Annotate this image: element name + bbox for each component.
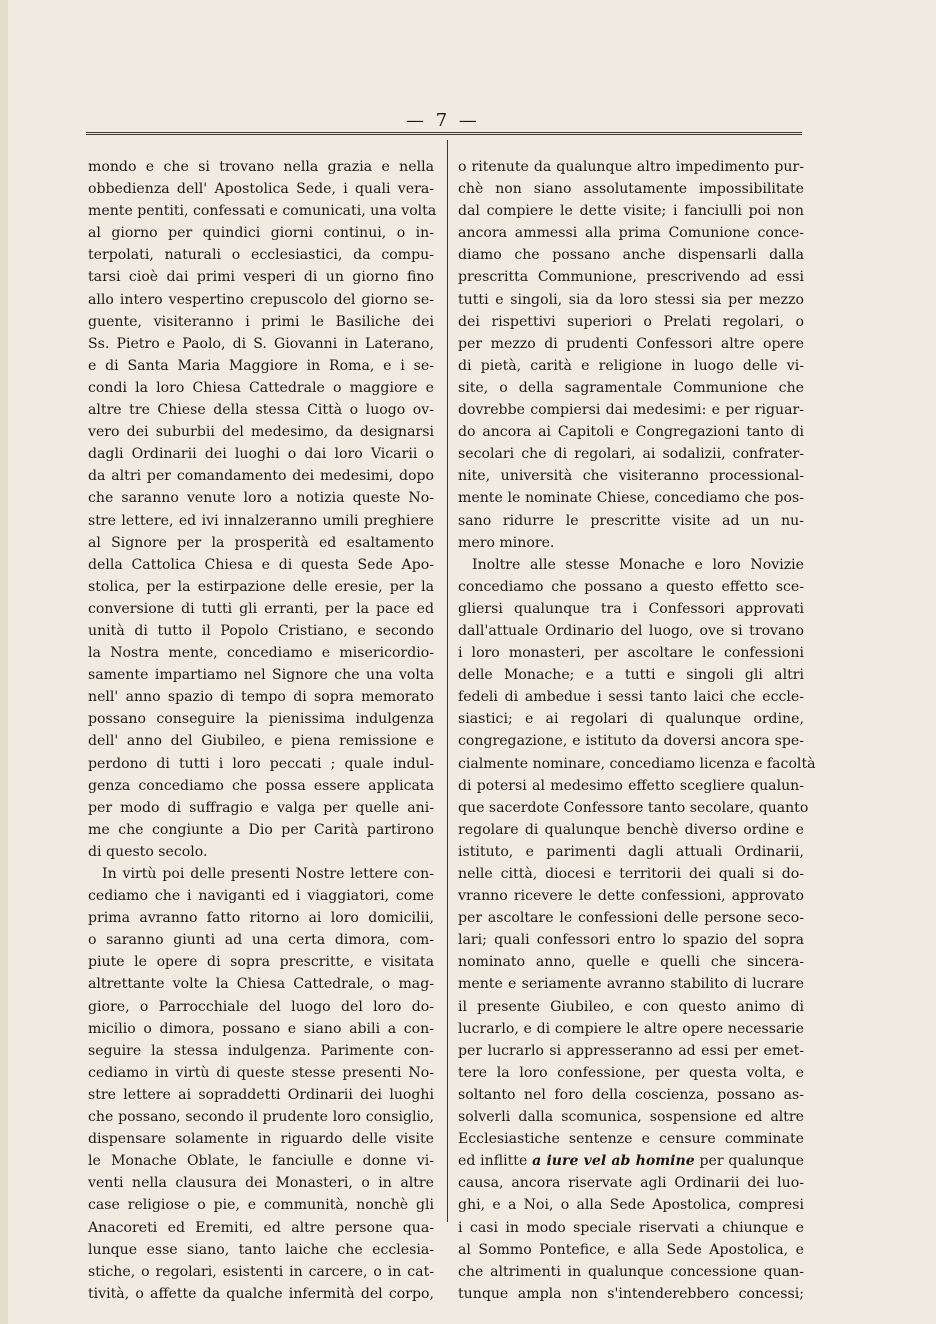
text-line: siastici; e ai regolari di qualunque ordine, [458,711,804,728]
text-line: unità di tutto il Popolo Cristiano, e secondo [88,622,434,639]
text-line: allo intero vespertino crepuscolo del giorno se- [88,291,434,308]
text-line: la Nostra mente, concediamo e misericordio- [88,645,434,662]
text-line: tutti e singoli, sia da loro stessi sia per mezzo [458,291,804,308]
text-line: venti nella clausura dei Monasteri, o in altre [88,1175,434,1192]
text-line: tarsi cioè dai primi vesperi di un giorno fino [88,269,434,286]
text-line: solverli dalla scomunica, sospensione ed altre [458,1109,804,1126]
text-line: i loro monasteri, per ascoltare le confessioni [458,645,804,662]
text-line: concediamo che possano a questo effetto sce- [458,578,804,595]
text-line: per ascoltare le confessioni delle persone seco- [458,910,804,927]
text-line: do ancora ai Capitoli e Congregazioni tanto di [458,424,804,441]
text-line: mero minore. [458,534,555,551]
text-line: stre lettere, ed ivi innalzeranno umili preghiere [88,512,434,529]
text-line: giore, o Parrocchiale del luogo del loro do- [88,998,434,1015]
page-number: — 7 — [406,110,480,131]
text-line: dispensare solamente in riguardo delle visite [88,1131,434,1148]
text-line: congregazione, e istituto da doversi ancora spe- [458,733,804,750]
text-line: il presente Giubileo, e con questo animo di [458,998,804,1015]
text-line: lari; quali confessori entro lo spazio del sopra [458,932,804,949]
text-line: per mezzo di prudenti Confessori altre opere [458,335,804,352]
text-line: stiche, o regolari, esistenti in carcere, o in cat- [88,1263,434,1280]
right-column [458,156,816,1305]
text-line: i casi in modo speciale riservati a chiunque e [458,1219,804,1236]
text-line: delle Monache; e a tutti e singoli gli altri [458,667,804,684]
text-line: stre lettere ai sopraddetti Ordinarii dei luoghi [88,1086,434,1103]
text-line: nite, università che visiteranno processional- [458,468,804,485]
text-line: dovrebbe compiersi dai medesimi: e per riguar- [458,402,804,419]
text-line: dall'attuale Ordinario del luogo, ove si trovano [458,622,804,639]
text-line: condi la loro Chiesa Cattedrale o maggiore e [88,379,434,396]
text-line: altrettante volte la Chiesa Cattedrale, o mag- [88,976,434,993]
text-line: regolare di qualunque benchè diverso ordine e [458,821,804,838]
column-divider [447,140,448,1222]
text-line: che saranno venute loro a notizia queste No- [88,490,434,507]
text-line: altre tre Chiese della stessa Città o luogo ov- [88,402,434,419]
text-line: Ecclesiastiche sentenze e censure comminate [458,1131,804,1148]
text-line: di pietà, carità e religione in luogo delle vi- [458,357,804,374]
text-line: me che congiunte a Dio per Carità partirono [88,821,434,838]
text-line: tunque ampla non s'intenderebbero concessi; [458,1285,804,1302]
text-line: cediamo che i naviganti ed i viaggiatori, come [88,888,434,905]
text-line: piute le opere di sopra prescritte, e visitata [88,954,434,971]
text-line: diamo che possano anche dispensarli dalla [458,247,804,264]
text-line: istituto, e parimenti dagli attuali Ordinarii, [458,843,804,860]
text-line: tività, o affette da qualche infermità del corpo, [88,1285,434,1302]
text-line: per modo di suffragio e valga per quelle ani- [88,799,434,816]
text-line: ghi, e a Noi, o alla Sede Apostolica, compresi [458,1197,804,1214]
text-line: dal compiere le dette visite; i fanciulli poi non [458,203,804,220]
text-line: nominato anno, quelle e quelli che sincera- [458,954,804,971]
text-line: dagli Ordinarii dei luoghi o dai loro Vicarii o [88,446,434,463]
text-line: e di Santa Maria Maggiore in Roma, e i se- [88,357,434,374]
text-line: al Signore per la prosperità ed esaltamento [88,534,434,551]
text-line: che possano, secondo il prudente loro consiglio, [88,1109,434,1126]
text-line: causa, ancora riservate agli Ordinarii dei luo- [458,1175,804,1192]
text-line: vero dei suburbii del medesimo, da designarsi [88,424,434,441]
text-line: o saranno giunti ad una certa dimora, com- [88,932,434,949]
text-line: soltanto nel foro della coscienza, possano as- [458,1086,804,1103]
text-line: case religiose o pie, e communità, nonchè gli [88,1197,434,1214]
text-line: chè non siano assolutamente impossibilitate [458,181,804,198]
text-line: site, o della sagramentale Communione che [458,379,804,396]
text-line: sano ridurre le prescritte visite ad un nu- [458,512,804,529]
text-line: mondo e che si trovano nella grazia e nella [88,159,434,175]
text-line: che altrimenti in qualunque concessione quan- [458,1263,804,1280]
text-line: que sacerdote Confessore tanto secolare, quanto [458,799,809,816]
text-line: nell' anno spazio di tempo di sopra memorato [88,689,434,706]
text-line: micilio o dimora, possano e siano abili a con- [88,1020,434,1037]
text-line: guente, visiteranno i primi le Basiliche dei [88,313,434,330]
text-line: mente le nominate Chiese, concediamo che pos- [458,490,804,507]
text-line: per lucrarlo si appresseranno ad essi per emet- [458,1042,804,1059]
text-line: prima avranno fatto ritorno ai loro domicilii, [88,910,434,927]
text-line: possano conseguire la pienissima indulgenza [88,711,434,728]
text-line: terpolati, naturali o ecclesiastici, da compu- [88,247,434,264]
text-line: genza concediamo che possa essere applicata [88,777,434,794]
text-line: dei rispettivi superiori o Prelati regolari, o [458,313,804,330]
text-line: al giorno per quindici giorni continui, o in- [88,225,434,242]
text-line: lunque esse siano, tanto laiche che ecclesia- [88,1241,434,1258]
text-line: dell' anno del Giubileo, e piena remissione e [88,733,434,750]
text-line: stolica, per la estirpazione delle eresie, per la [88,578,434,595]
text-line: samente impartiamo nel Signore che una volta [88,667,434,684]
text-line: cialmente nominare, concediamo licenza e facoltà [458,755,816,772]
text-line: seguire la stessa indulgenza. Parimente con- [88,1042,434,1059]
text-line: ancora ammessi alla prima Comunione conce- [458,225,804,242]
text-line: mente e seriamente avranno stabilito di lucrare [458,976,804,993]
text-line: Anacoreti ed Eremiti, ed altre persone qua- [88,1219,434,1236]
text-line: prescritta Communione, prescrivendo ad essi [458,269,804,286]
text-line: mente pentiti, confessati e comunicati, una volta [88,203,437,220]
text-line: le Monache Oblate, le fanciulle e donne vi- [88,1153,434,1170]
text-line: secolari che di regolari, ai sodalizii, confrater- [458,446,804,463]
text-line: al Sommo Pontefice, e alla Sede Apostolica, e [458,1241,804,1258]
text-line: ed inflitte a iure vel ab homine per qualunque [458,1153,804,1170]
text-line: obbedienza dell' Apostolica Sede, i quali vera- [88,181,434,198]
text-line: di potersi al medesimo effetto scegliere qualun- [458,777,804,794]
text-line: di questo secolo. [88,843,208,860]
text-line: gliersi qualunque tra i Confessori approvati [458,600,804,617]
text-line: o ritenute da qualunque altro impedimento pur- [458,159,804,175]
text-line: della Cattolica Chiesa e di questa Sede Apo- [88,556,434,573]
latin-phrase: a iure vel ab homine [532,1153,695,1170]
text-line: Ss. Pietro e Paolo, di S. Giovanni in Laterano, [88,335,434,352]
header-rule [86,132,802,135]
left-column [88,156,437,1305]
text-line: da altri per comandamento dei medesimi, dopo [88,468,434,485]
text-line: Inoltre alle stesse Monache e loro Novizie [472,556,804,573]
text-line: lucrarlo, e di compiere le altre opere necessarie [458,1020,804,1037]
text-line: cediamo in virtù di queste stesse presenti No- [88,1064,434,1081]
text-line: vranno ricevere le dette confessioni, approvato [458,888,804,905]
text-line: In virtù poi delle presenti Nostre lettere con- [102,866,434,882]
text-line: conversione di tutti gli erranti, per la pace ed [88,600,434,617]
text-line: perdono di tutti i loro peccati ; quale indul- [88,755,434,772]
text-line: fedeli di ambedue i sessi tanto laici che eccle- [458,689,804,706]
text-line: tere la loro confessione, per questa volta, e [458,1064,804,1081]
text-line: nelle città, diocesi e territorii dei quali si do- [458,866,804,882]
